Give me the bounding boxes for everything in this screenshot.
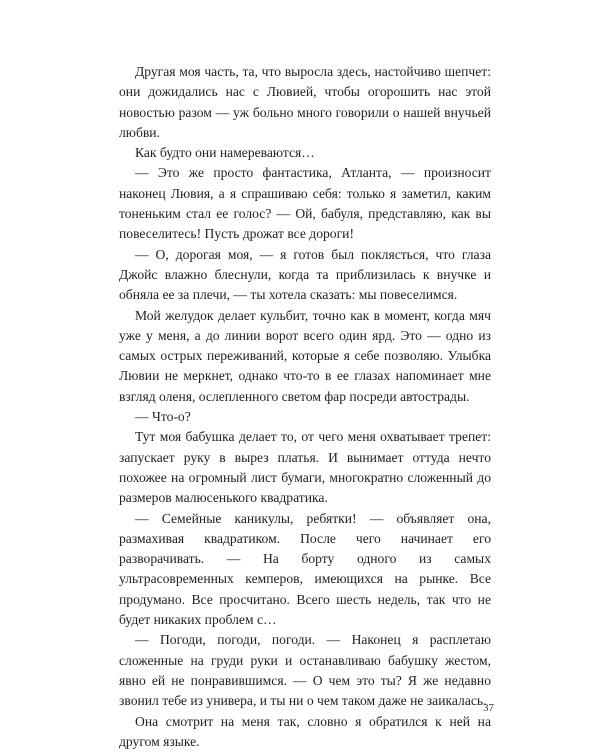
paragraph: — Погоди, погоди, погоди. — Наконец я расплетаю сложенные на груди руки и останавливаю бабушку жестом, явно ей не понравившимся. — О чем это ты? Я же недавно звонил тебе из универа, и ты ни о чем таком даже не заикалась. bbox=[119, 630, 491, 711]
paragraph: Мой желудок делает кульбит, точно как в момент, когда мяч уже у меня, а до линии ворот всего один ярд. Это — одно из самых острых переживаний, которые я себе позволяю. Улыбка Лювии не меркнет, однако что-то в ее глазах напоминает мне взгляд оленя, ослепленного светом фар посреди автострады. bbox=[119, 306, 491, 407]
paragraph: — Что-о? bbox=[119, 407, 491, 427]
paragraph: — Это же просто фантастика, Атланта, — произносит наконец Лювия, а я спрашиваю себя: только я заметил, каким тоненьким стал ее голос? — Ой, бабуля, представляю, как вы повеселитесь! Пусть дрожат все дороги! bbox=[119, 163, 491, 244]
page-number: 37 bbox=[470, 702, 494, 714]
body-text bbox=[119, 62, 491, 752]
paragraph: — Семейные каникулы, ребятки! — объявляет она, размахивая квадратиком. После чего начинает его разворачивать. — На борту одного из самых ультрасовременных кемперов, имеющихся на рынке. Все продумано. Все просчитано. Всего шесть недель, так что не будет никаких проблем с… bbox=[119, 509, 491, 631]
paragraph: Как будто они намереваются… bbox=[119, 143, 491, 163]
paragraph: Тут моя бабушка делает то, от чего меня охватывает трепет: запускает руку в вырез платья. И вынимает оттуда нечто похожее на огромный лист бумаги, многократно сложенный до размеров малюсенького квадратика. bbox=[119, 427, 491, 508]
paragraph: — О, дорогая моя, — я готов был поклясться, что глаза Джойс влажно блеснули, когда та приблизилась к внучке и обняла ее за плечи, — ты хотела сказать: мы повеселимся. bbox=[119, 245, 491, 306]
paragraph: Она смотрит на меня так, словно я обратился к ней на другом языке. bbox=[119, 712, 491, 752]
paragraph: Другая моя часть, та, что выросла здесь, настойчиво шепчет: они дожидались нас с Лювией, чтобы огорошить нас этой новостью разом — уж больно много говорили о нашей внучьей любви. bbox=[119, 62, 491, 143]
